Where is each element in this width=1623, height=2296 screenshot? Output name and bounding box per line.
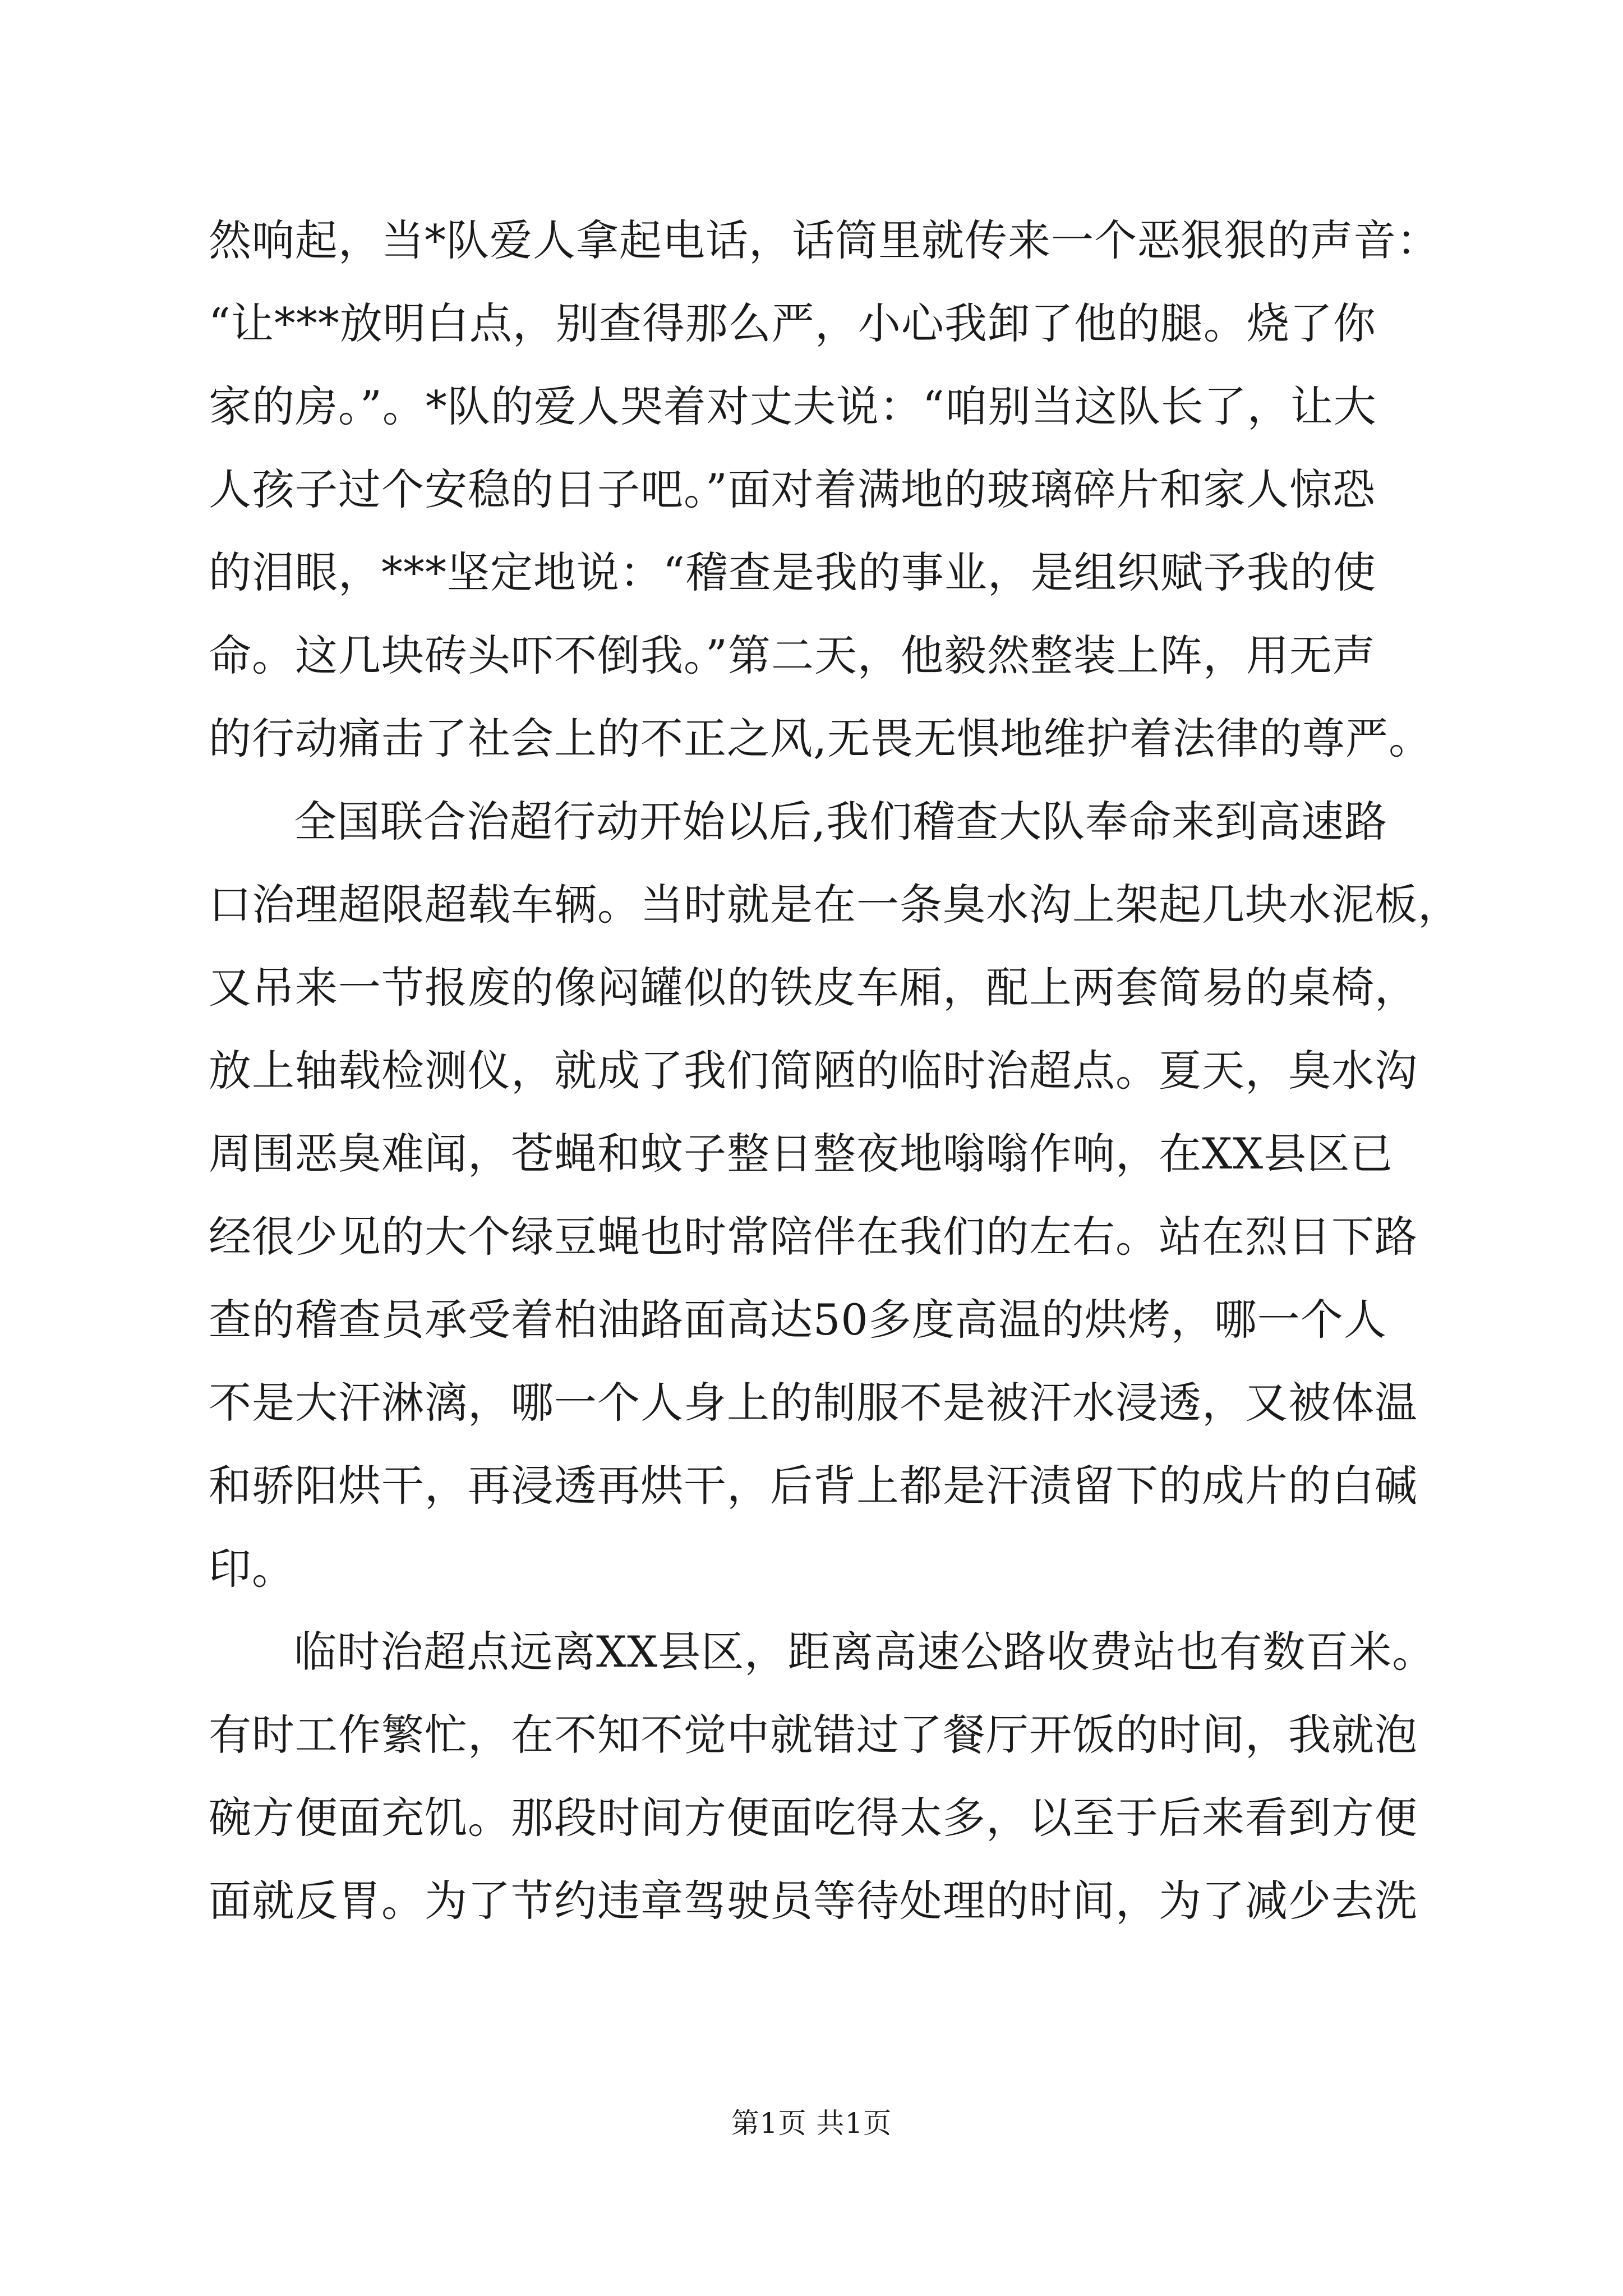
paragraph-1	[209, 199, 1440, 780]
text-line: 不是大汗淋漓，哪一个人身上的制服不是被汗水浸透，又被体温	[209, 1378, 1418, 1428]
text-line: 面就反胃。为了节约违章驾驶员等待处理的时间，为了减少去洗	[209, 1876, 1418, 1926]
text-line: 全国联合治超行动开始以后,我们稽查大队奉命来到高速路	[294, 797, 1388, 846]
document-body	[209, 199, 1461, 1943]
paragraph-2	[209, 780, 1461, 1611]
page-footer	[0, 2101, 1623, 2141]
text-line: 碗方便面充饥。那段时间方便面吃得太多，以至于后来看到方便	[209, 1793, 1418, 1843]
text-line: “让***放明白点，别查得那么严，小心我卸了他的腿。烧了你	[209, 298, 1376, 348]
text-line: 和骄阳烘干，再浸透再烘干，后背上都是汗渍留下的成片的白碱	[209, 1461, 1418, 1511]
text-line: 印。	[209, 1544, 295, 1594]
text-line: 口治理超限超载车辆。当时就是在一条臭水沟上架起几块水泥板，	[209, 880, 1461, 930]
text-line: 然响起，当*队爱人拿起电话，话筒里就传来一个恶狠狠的声音：	[209, 215, 1440, 265]
text-line: 又吊来一节报废的像闷罐似的铁皮车厢，配上两套简易的桌椅，	[209, 963, 1418, 1013]
text-line: 人孩子过个安稳的日子吧。”面对着满地的玻璃碎片和家人惊恐	[209, 464, 1376, 514]
text-line: 的泪眼，***坚定地说：“稽查是我的事业，是组织赋予我的使	[209, 547, 1376, 597]
text-line: 的行动痛击了社会上的不正之风,无畏无惧地维护着法律的尊严。	[209, 714, 1432, 763]
paragraph-3	[209, 1611, 1436, 1943]
text-line: 放上轴载检测仪，就成了我们简陋的临时治超点。夏天，臭水沟	[209, 1046, 1418, 1096]
text-line: 家的房。”。*队的爱人哭着对丈夫说：“咱别当这队长了，让大	[209, 381, 1377, 431]
text-line: 周围恶臭难闻，苍蝇和蚊子整日整夜地嗡嗡作响，在XX县区已	[209, 1129, 1394, 1179]
text-line: 经很少见的大个绿豆蝇也时常陪伴在我们的左右。站在烈日下路	[209, 1212, 1418, 1262]
text-line: 命。这几块砖头吓不倒我。”第二天，他毅然整装上阵，用无声	[209, 631, 1376, 680]
text-line: 有时工作繁忙，在不知不觉中就错过了餐厅开饭的时间，我就泡	[209, 1710, 1418, 1760]
text-line: 查的稽查员承受着柏油路面高达50多度高温的烘烤，哪一个人	[209, 1295, 1387, 1345]
page-number: 第1页 共1页	[731, 2107, 892, 2139]
text-line: 临时治超点远离XX县区，距离高速公路收费站也有数百米。	[294, 1627, 1436, 1677]
